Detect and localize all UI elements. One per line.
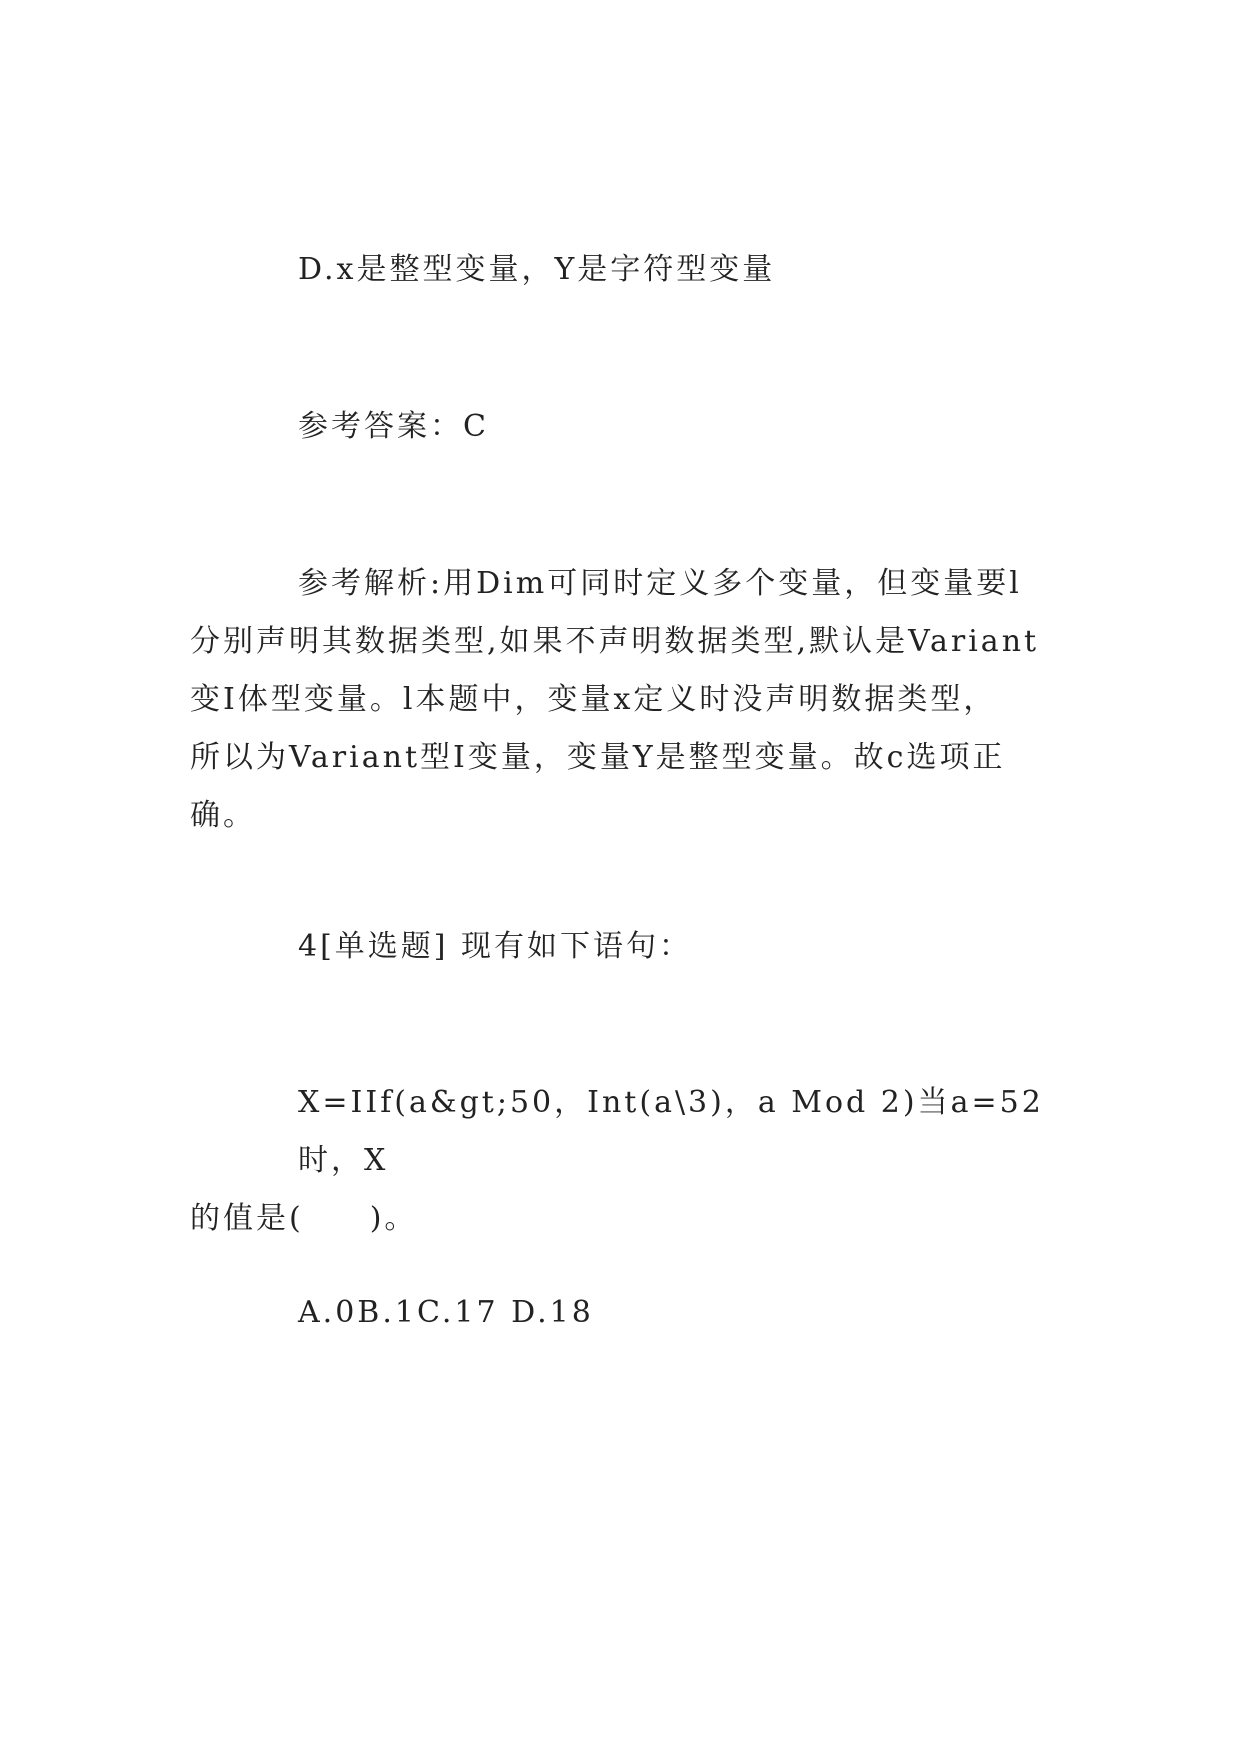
analysis-line-1: 参考解析:用Dim可同时定义多个变量，但变量要l	[298, 566, 1022, 601]
question-4-paragraph	[190, 918, 1060, 976]
analysis-line-4: 所以为Variant型I变量，变量Y是整型变量。故c选项正	[190, 740, 1006, 775]
analysis-line-2: 分别声明其数据类型,如果不声明数据类型,默认是Variant	[190, 624, 1040, 659]
option-d-text: D.x是整型变量，Y是字符型变量	[298, 252, 776, 287]
question-4-text: 4[单选题] 现有如下语句：	[298, 929, 693, 964]
analysis-paragraph	[190, 555, 1060, 845]
statement-line-2: 的值是( )。	[190, 1201, 418, 1236]
statement-line-1: X=IIf(a&gt;50，Int(a\3)，a Mod 2)当a=52时，X	[298, 1085, 1044, 1178]
answer-paragraph	[190, 398, 1060, 456]
options-text: A.0B.1C.17 D.18	[298, 1295, 594, 1330]
analysis-line-3: 变I体型变量。l本题中，变量x定义时没声明数据类型，	[190, 682, 997, 717]
options-paragraph	[190, 1284, 1060, 1342]
statement-paragraph	[190, 1074, 1060, 1248]
analysis-line-5: 确。	[190, 798, 256, 833]
option-d-paragraph	[190, 241, 1060, 299]
answer-text: 参考答案：C	[298, 409, 489, 444]
